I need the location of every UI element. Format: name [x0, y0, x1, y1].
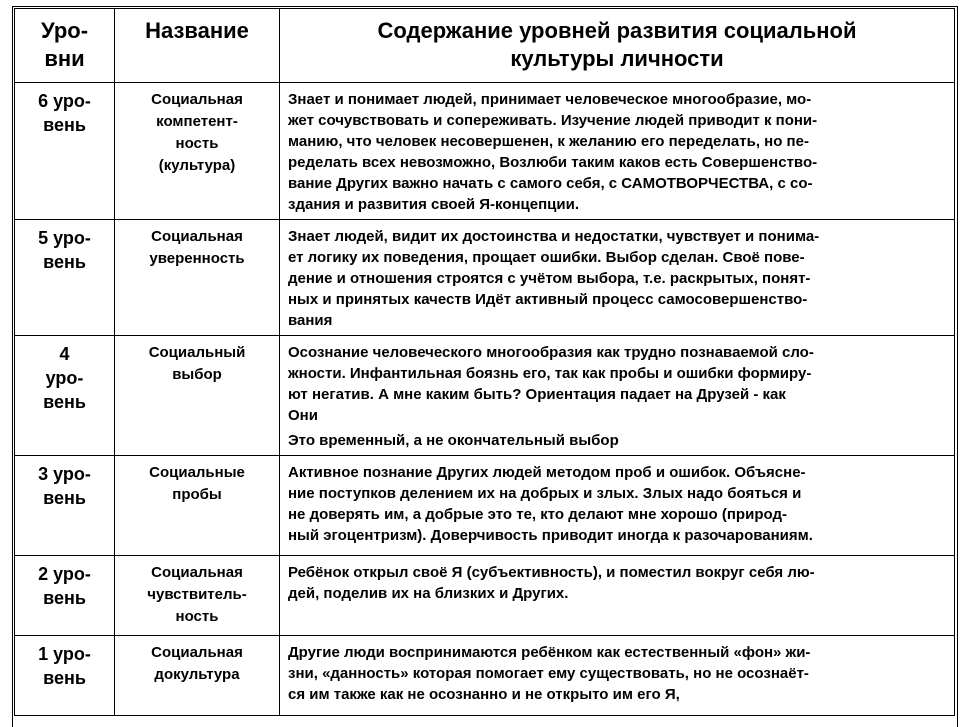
table-header-row	[15, 9, 955, 83]
description-line-extra: Это временный, а не окончательный выбор	[288, 432, 619, 449]
description-line: жет сочувствовать и сопереживать. Изучение людей приводит к пони-	[288, 112, 818, 129]
description-line: Знает и понимает людей, принимает человеческое многообразие, мо-	[288, 91, 812, 108]
name-text: (культура)	[158, 157, 236, 174]
description-line: ние поступков делением их на добрых и злых. Злых надо бояться и	[288, 485, 802, 502]
header-name	[115, 9, 280, 83]
description-line: Ребёнок открыл своё Я (субъективность), и поместил вокруг себя лю-	[288, 564, 815, 581]
description-line: жности. Инфантильная боязнь его, так как пробы и ошибки формиру-	[288, 365, 812, 382]
description-line: не доверять им, а добрые это те, кто делают мне хорошо (природ-	[288, 506, 787, 523]
level-text: вень	[43, 392, 86, 412]
description-line: Они	[288, 407, 318, 424]
level-text: 2 уро-	[38, 564, 91, 584]
header-levels-line: вни	[44, 46, 85, 71]
description-line: ет логику их поведения, прощает ошибки. Выбор сделан. Своё пове-	[288, 249, 805, 266]
level-cell	[15, 456, 115, 556]
name-text: пробы	[172, 486, 222, 503]
level-cell	[15, 220, 115, 336]
level-cell	[15, 83, 115, 220]
name-text: Социальная	[151, 564, 243, 581]
description-line: вание Других важно начать с самого себя, с САМОТВОРЧЕСТВА, с со-	[288, 175, 813, 192]
level-text: вень	[43, 588, 86, 608]
name-text: выбор	[172, 366, 222, 383]
table-row-level-2	[15, 556, 955, 636]
description-cell	[280, 636, 955, 716]
description-cell	[280, 556, 955, 636]
description-line: Активное познание Других людей методом проб и ошибок. Объясне-	[288, 464, 806, 481]
table-row-level-1	[15, 636, 955, 716]
description-line: зни, «данность» которая помогает ему существовать, но не осознаёт-	[288, 665, 809, 682]
description-line: вания	[288, 312, 333, 329]
name-text: компетент-	[156, 113, 238, 130]
name-text: ность	[175, 608, 219, 625]
name-text: докультура	[154, 666, 240, 683]
description-line: ределать всех невозможно, Возлюби таким каков есть Совершенство-	[288, 154, 818, 171]
name-text: Социальные	[149, 464, 245, 481]
description-cell	[280, 220, 955, 336]
name-text: чувствитель-	[147, 586, 247, 603]
level-cell	[15, 636, 115, 716]
table-row-level-3	[15, 456, 955, 556]
description-line: дей, поделив их на близких и Других.	[288, 585, 569, 602]
description-line: ся им также как не осознанно и не открыто им его Я,	[288, 686, 680, 703]
description-line: Осознание человеческого многообразия как трудно познаваемой сло-	[288, 344, 814, 361]
name-cell	[115, 556, 280, 636]
level-text: вень	[43, 115, 86, 135]
level-text: вень	[43, 488, 86, 508]
description-cell	[280, 456, 955, 556]
level-text: 4	[59, 344, 70, 364]
description-line: ных и принятых качеств Идёт активный процесс самосовершенство-	[288, 291, 808, 308]
level-text: вень	[43, 252, 86, 272]
description-line: дение и отношения строятся с учётом выбора, т.е. раскрытых, понят-	[288, 270, 811, 287]
levels-table	[14, 8, 955, 716]
header-content	[280, 9, 955, 83]
name-cell	[115, 83, 280, 220]
name-text: Социальный	[148, 344, 246, 361]
level-cell	[15, 336, 115, 456]
name-text: ность	[175, 135, 219, 152]
level-text: уро-	[45, 368, 84, 388]
description-line: Другие люди воспринимаются ребёнком как естественный «фон» жи-	[288, 644, 811, 661]
table-row-level-4	[15, 336, 955, 456]
level-text: 1 уро-	[38, 644, 91, 664]
level-text: 5 уро-	[38, 228, 91, 248]
name-text: Социальная	[151, 91, 243, 108]
name-text: уверенность	[149, 250, 245, 267]
description-line: ют негатив. А мне каким быть? Ориентация падает на Друзей - как	[288, 386, 786, 403]
name-text: Социальная	[151, 228, 243, 245]
description-line: манию, что человек несовершенен, к желанию его переделать, но пе-	[288, 133, 809, 150]
level-text: 3 уро-	[38, 464, 91, 484]
header-name-line: Название	[145, 18, 249, 43]
level-text: 6 уро-	[38, 91, 91, 111]
description-cell	[280, 83, 955, 220]
level-text: вень	[43, 668, 86, 688]
table-row-level-6	[15, 83, 955, 220]
description-line: Знает людей, видит их достоинства и недостатки, чувствует и понима-	[288, 228, 820, 245]
level-cell	[15, 556, 115, 636]
name-cell	[115, 456, 280, 556]
description-line: ный эгоцентризм). Доверчивость приводит иногда к разочарованиям.	[288, 527, 813, 544]
header-content-line: культуры личности	[510, 46, 724, 71]
table-row-level-5	[15, 220, 955, 336]
header-content-line: Содержание уровней развития социальной	[377, 18, 857, 43]
name-text: Социальная	[151, 644, 243, 661]
header-levels	[15, 9, 115, 83]
description-line: здания и развития своей Я-концепции.	[288, 196, 580, 213]
name-cell	[115, 336, 280, 456]
name-cell	[115, 220, 280, 336]
description-cell	[280, 336, 955, 456]
name-cell	[115, 636, 280, 716]
header-levels-line: Уро-	[40, 18, 89, 43]
